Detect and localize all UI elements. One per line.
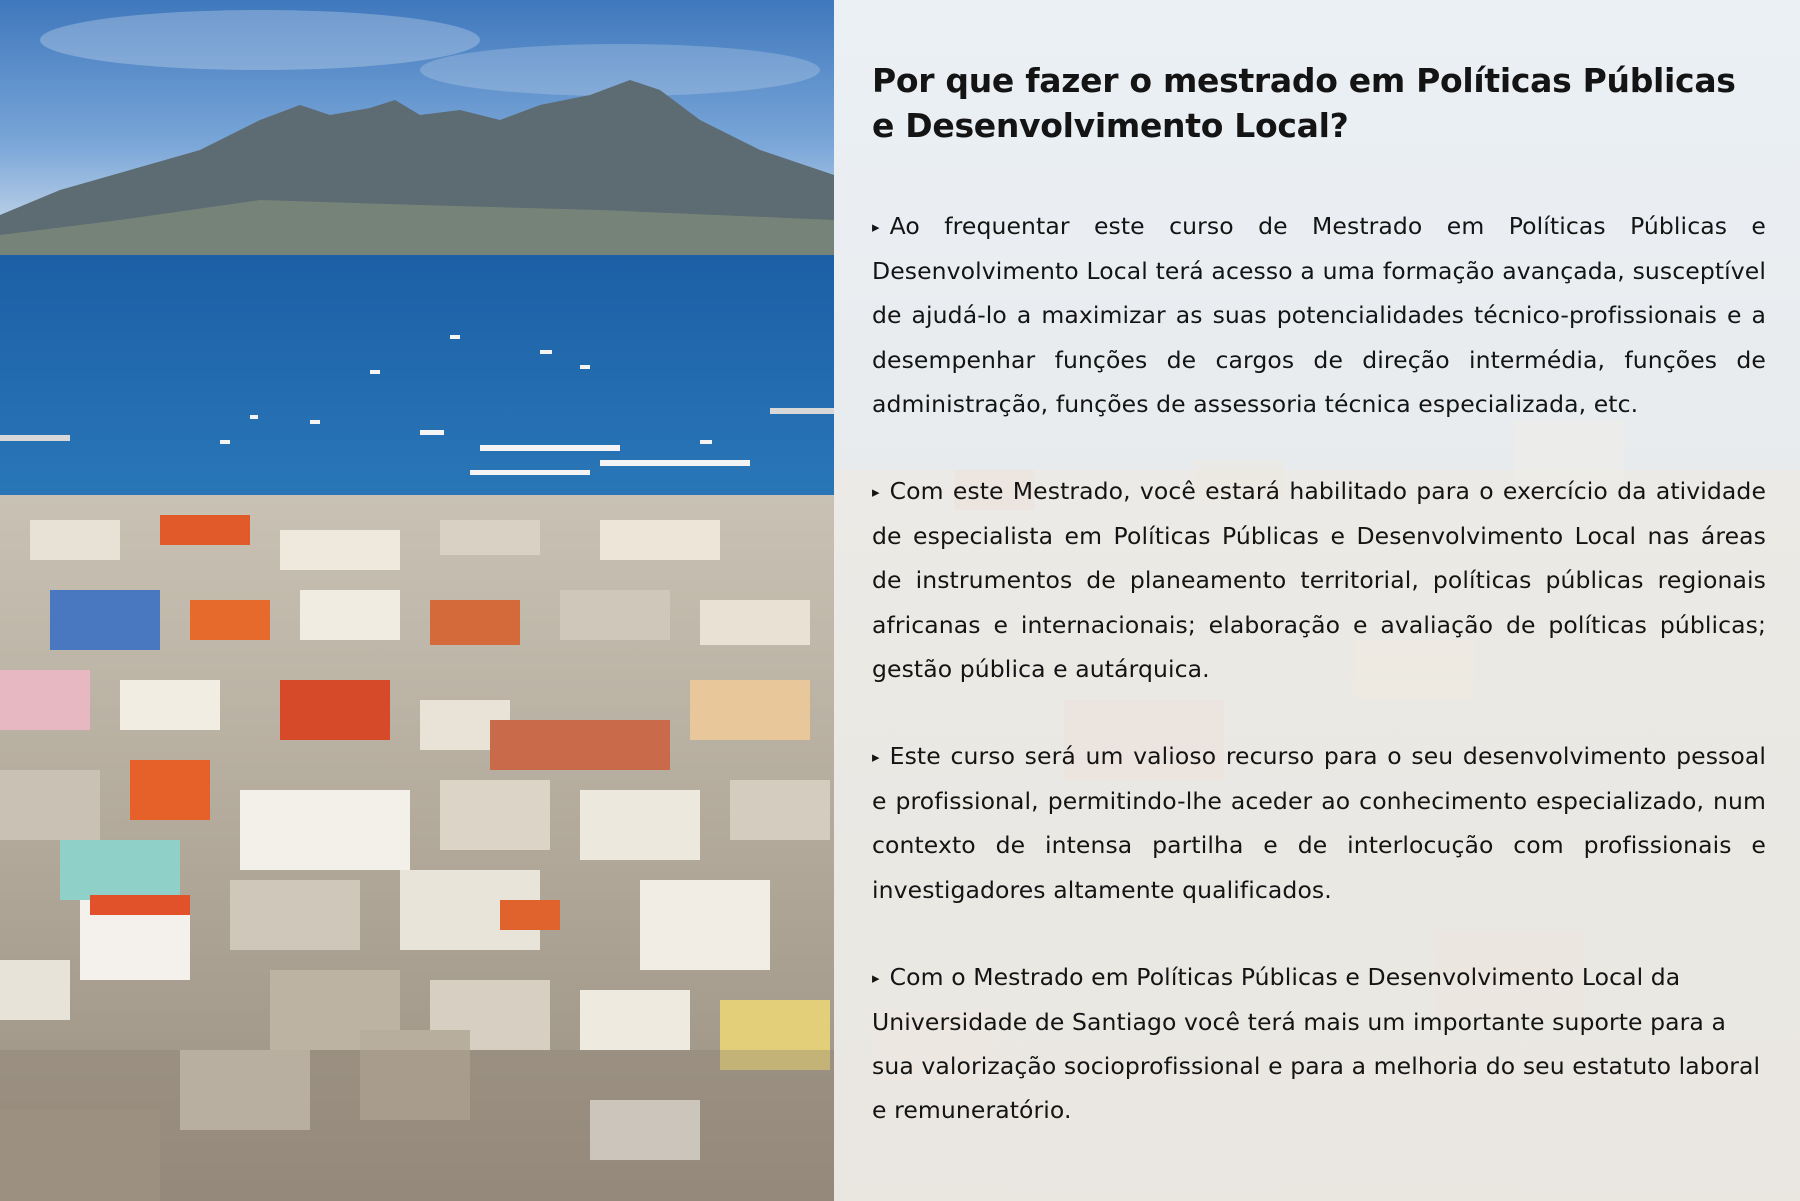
paragraph-3 [872, 734, 1766, 912]
paragraph-4 [872, 955, 1766, 1133]
text-panel [834, 0, 1800, 1201]
city-bay-photo [0, 0, 834, 1201]
bullet-icon: ▸ [872, 748, 880, 767]
bullet-icon: ▸ [872, 968, 880, 987]
paragraph-text: Com o Mestrado em Políticas Públicas e Desenvolvimento Local da Universidade de Santiago você terá mais um importante suporte para a sua valorização socioprofissional e para a melhoria do seu estatuto laboral e remuneratório. [872, 962, 1761, 1125]
paragraph-text: Com este Mestrado, você estará habilitado para o exercício da atividade de especialista em Políticas Públicas e Desenvolvimento Local nas áreas de instrumentos de planeamento territorial, políticas públicas regionais africanas e internacionais; elaboração e avaliação de políticas públicas; gestão pública e autárquica. [872, 477, 1766, 683]
content-block [872, 58, 1766, 1176]
paragraph-1 [872, 204, 1766, 426]
bullet-icon: ▸ [872, 483, 880, 502]
bullet-icon: ▸ [872, 218, 880, 236]
city-bay-illustration [0, 0, 834, 1201]
page-title: Por que fazer o mestrado em Políticas Públicas e Desenvolvimento Local? [872, 61, 1736, 145]
bay-water [0, 255, 834, 510]
paragraph-text: Este curso será um valioso recurso para o seu desenvolvimento pessoal e profissional, permitindo-lhe aceder ao conhecimento especializado, num contexto de intensa partilha e de interlocução com profissionais e investigadores altamente qualificados. [872, 742, 1766, 904]
paragraph-2 [872, 469, 1766, 691]
paragraph-text: Ao frequentar este curso de Mestrado em Políticas Públicas e Desenvolvimento Local terá acesso a uma formação avançada, susceptível de ajudá-lo a maximizar as suas potencialidades técnico-profissionais e a desempenhar funções de cargos de direção intermédia, funções de administração, funções de assessoria técnica especializada, etc. [872, 212, 1766, 418]
